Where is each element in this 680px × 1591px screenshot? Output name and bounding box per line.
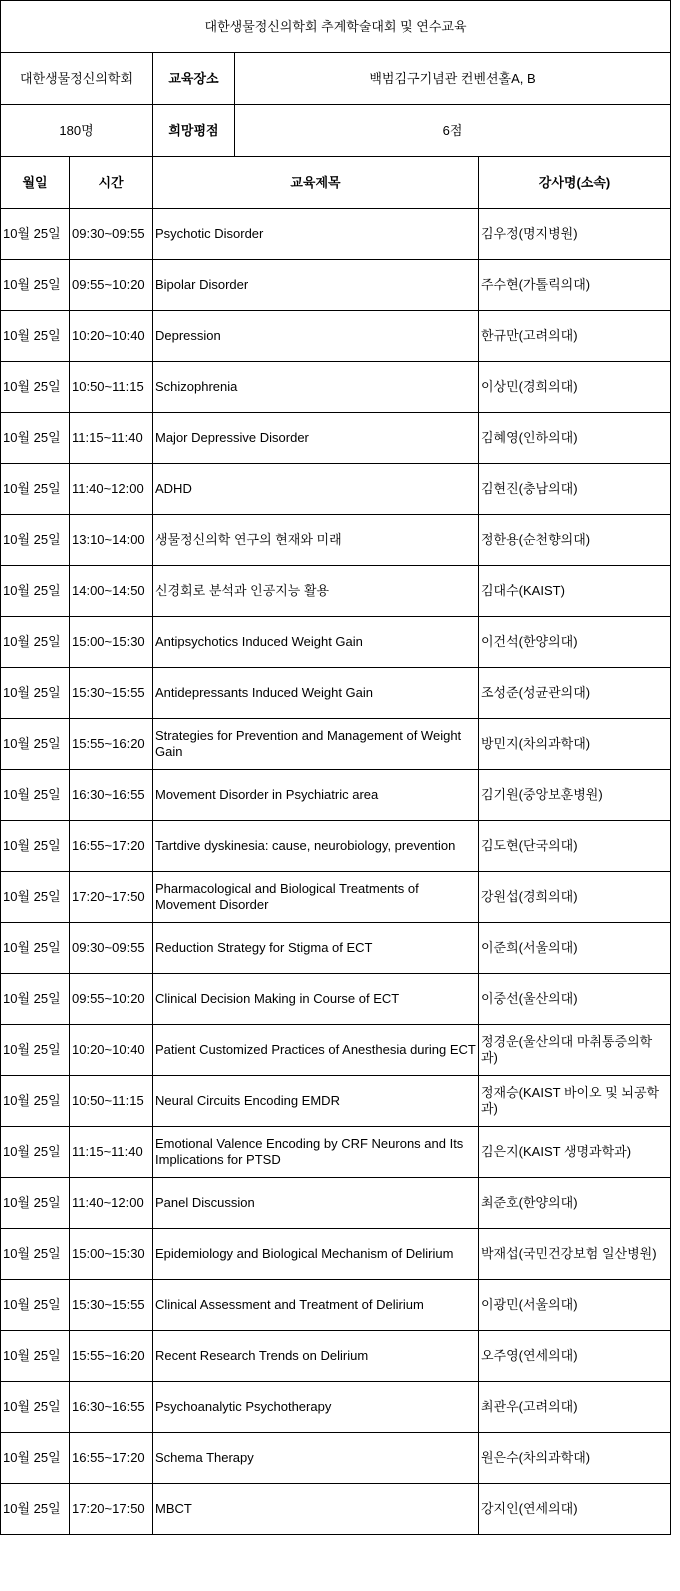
cell-speaker: 한규만(고려의대)	[479, 311, 671, 362]
cell-title: Recent Research Trends on Delirium	[153, 1331, 479, 1382]
column-header-speaker: 강사명(소속)	[479, 157, 671, 209]
cell-title: Pharmacological and Biological Treatments of Movement Disorder	[153, 872, 479, 923]
cell-title: Clinical Assessment and Treatment of Delirium	[153, 1280, 479, 1331]
cell-time: 14:00~14:50	[70, 566, 153, 617]
cell-time: 17:20~17:50	[70, 1484, 153, 1535]
cell-speaker: 김현진(충남의대)	[479, 464, 671, 515]
cell-speaker: 박재섭(국민건강보험 일산병원)	[479, 1229, 671, 1280]
cell-date: 10월 25일	[1, 1025, 70, 1076]
cell-time: 15:30~15:55	[70, 668, 153, 719]
capacity-row	[1, 105, 671, 157]
cell-time: 09:55~10:20	[70, 260, 153, 311]
cell-date: 10월 25일	[1, 923, 70, 974]
cell-date: 10월 25일	[1, 413, 70, 464]
table-row	[1, 770, 671, 821]
table-row	[1, 821, 671, 872]
cell-speaker: 김대수(KAIST)	[479, 566, 671, 617]
table-row	[1, 1331, 671, 1382]
cell-time: 16:55~17:20	[70, 1433, 153, 1484]
table-row	[1, 1382, 671, 1433]
cell-title: Psychoanalytic Psychotherapy	[153, 1382, 479, 1433]
cell-time: 11:15~11:40	[70, 1127, 153, 1178]
table-row	[1, 923, 671, 974]
cell-date: 10월 25일	[1, 1433, 70, 1484]
cell-date: 10월 25일	[1, 311, 70, 362]
cell-time: 11:40~12:00	[70, 464, 153, 515]
cell-time: 15:55~16:20	[70, 719, 153, 770]
table-row	[1, 515, 671, 566]
cell-time: 10:50~11:15	[70, 362, 153, 413]
table-row	[1, 362, 671, 413]
table-row	[1, 872, 671, 923]
cell-date: 10월 25일	[1, 1331, 70, 1382]
cell-time: 16:30~16:55	[70, 770, 153, 821]
cell-time: 15:00~15:30	[70, 1229, 153, 1280]
credit: 6점	[235, 105, 671, 157]
table-row	[1, 617, 671, 668]
cell-date: 10월 25일	[1, 1382, 70, 1433]
table-row	[1, 1484, 671, 1535]
cell-speaker: 원은수(차의과학대)	[479, 1433, 671, 1484]
cell-speaker: 조성준(성균관의대)	[479, 668, 671, 719]
cell-title: Neural Circuits Encoding EMDR	[153, 1076, 479, 1127]
table-row	[1, 311, 671, 362]
cell-speaker: 이상민(경희의대)	[479, 362, 671, 413]
cell-title: Patient Customized Practices of Anesthesia during ECT	[153, 1025, 479, 1076]
table-row	[1, 974, 671, 1025]
cell-time: 09:55~10:20	[70, 974, 153, 1025]
cell-speaker: 이준희(서울의대)	[479, 923, 671, 974]
cell-title: Antipsychotics Induced Weight Gain	[153, 617, 479, 668]
cell-speaker: 정경운(울산의대 마취통증의학과)	[479, 1025, 671, 1076]
cell-date: 10월 25일	[1, 668, 70, 719]
cell-speaker: 김기원(중앙보훈병원)	[479, 770, 671, 821]
table-row	[1, 668, 671, 719]
cell-date: 10월 25일	[1, 872, 70, 923]
cell-title: 신경회로 분석과 인공지능 활용	[153, 566, 479, 617]
cell-speaker: 김은지(KAIST 생명과학과)	[479, 1127, 671, 1178]
table-row	[1, 719, 671, 770]
cell-date: 10월 25일	[1, 770, 70, 821]
cell-speaker: 최준호(한양의대)	[479, 1178, 671, 1229]
cell-time: 17:20~17:50	[70, 872, 153, 923]
cell-speaker: 주수현(가톨릭의대)	[479, 260, 671, 311]
table-row	[1, 1127, 671, 1178]
cell-title: Antidepressants Induced Weight Gain	[153, 668, 479, 719]
cell-title: Schizophrenia	[153, 362, 479, 413]
venue-label: 교육장소	[153, 53, 235, 105]
cell-date: 10월 25일	[1, 974, 70, 1025]
cell-date: 10월 25일	[1, 362, 70, 413]
table-row	[1, 413, 671, 464]
cell-date: 10월 25일	[1, 1127, 70, 1178]
cell-time: 15:55~16:20	[70, 1331, 153, 1382]
cell-time: 10:20~10:40	[70, 1025, 153, 1076]
cell-speaker: 강원섭(경희의대)	[479, 872, 671, 923]
cell-date: 10월 25일	[1, 821, 70, 872]
title-row	[1, 1, 671, 53]
column-header-time: 시간	[70, 157, 153, 209]
cell-title: Emotional Valence Encoding by CRF Neurons and Its Implications for PTSD	[153, 1127, 479, 1178]
cell-date: 10월 25일	[1, 1484, 70, 1535]
table-row	[1, 1433, 671, 1484]
cell-time: 09:30~09:55	[70, 923, 153, 974]
cell-speaker: 김혜영(인하의대)	[479, 413, 671, 464]
organizer: 대한생물정신의학회	[1, 53, 153, 105]
cell-speaker: 이중선(울산의대)	[479, 974, 671, 1025]
cell-speaker: 정재승(KAIST 바이오 및 뇌공학과)	[479, 1076, 671, 1127]
table-row	[1, 566, 671, 617]
cell-date: 10월 25일	[1, 464, 70, 515]
capacity: 180명	[1, 105, 153, 157]
cell-title: Tartdive dyskinesia: cause, neurobiology, prevention	[153, 821, 479, 872]
cell-title: ADHD	[153, 464, 479, 515]
cell-title: Epidemiology and Biological Mechanism of Delirium	[153, 1229, 479, 1280]
cell-date: 10월 25일	[1, 515, 70, 566]
table-row	[1, 1178, 671, 1229]
cell-time: 11:40~12:00	[70, 1178, 153, 1229]
cell-speaker: 김우정(명지병원)	[479, 209, 671, 260]
cell-time: 10:50~11:15	[70, 1076, 153, 1127]
column-header-row	[1, 157, 671, 209]
credit-label: 희망평점	[153, 105, 235, 157]
cell-speaker: 오주영(연세의대)	[479, 1331, 671, 1382]
column-header-date: 월일	[1, 157, 70, 209]
cell-time: 16:55~17:20	[70, 821, 153, 872]
cell-title: Major Depressive Disorder	[153, 413, 479, 464]
cell-time: 09:30~09:55	[70, 209, 153, 260]
cell-speaker: 방민지(차의과학대)	[479, 719, 671, 770]
schedule-body	[1, 1, 671, 1535]
cell-date: 10월 25일	[1, 209, 70, 260]
cell-time: 16:30~16:55	[70, 1382, 153, 1433]
cell-time: 11:15~11:40	[70, 413, 153, 464]
cell-title: Movement Disorder in Psychiatric area	[153, 770, 479, 821]
cell-title: Depression	[153, 311, 479, 362]
cell-date: 10월 25일	[1, 1178, 70, 1229]
cell-speaker: 강지인(연세의대)	[479, 1484, 671, 1535]
cell-speaker: 이건석(한양의대)	[479, 617, 671, 668]
table-row	[1, 260, 671, 311]
cell-date: 10월 25일	[1, 719, 70, 770]
cell-date: 10월 25일	[1, 1076, 70, 1127]
cell-title: Schema Therapy	[153, 1433, 479, 1484]
cell-date: 10월 25일	[1, 1280, 70, 1331]
cell-time: 13:10~14:00	[70, 515, 153, 566]
cell-time: 10:20~10:40	[70, 311, 153, 362]
cell-speaker: 정한용(순천향의대)	[479, 515, 671, 566]
event-title: 대한생물정신의학회 추계학술대회 및 연수교육	[1, 1, 671, 53]
cell-title: Panel Discussion	[153, 1178, 479, 1229]
table-row	[1, 1280, 671, 1331]
table-row	[1, 464, 671, 515]
cell-date: 10월 25일	[1, 617, 70, 668]
cell-date: 10월 25일	[1, 566, 70, 617]
cell-title: 생물정신의학 연구의 현재와 미래	[153, 515, 479, 566]
table-row	[1, 1229, 671, 1280]
cell-time: 15:00~15:30	[70, 617, 153, 668]
cell-title: Bipolar Disorder	[153, 260, 479, 311]
organizer-row	[1, 53, 671, 105]
column-header-title: 교육제목	[153, 157, 479, 209]
cell-date: 10월 25일	[1, 260, 70, 311]
cell-title: Reduction Strategy for Stigma of ECT	[153, 923, 479, 974]
cell-time: 15:30~15:55	[70, 1280, 153, 1331]
cell-title: Psychotic Disorder	[153, 209, 479, 260]
cell-speaker: 최관우(고려의대)	[479, 1382, 671, 1433]
table-row	[1, 1076, 671, 1127]
venue: 백범김구기념관 컨벤션홀A, B	[235, 53, 671, 105]
cell-title: MBCT	[153, 1484, 479, 1535]
cell-title: Clinical Decision Making in Course of ECT	[153, 974, 479, 1025]
cell-speaker: 이광민(서울의대)	[479, 1280, 671, 1331]
table-row	[1, 209, 671, 260]
cell-date: 10월 25일	[1, 1229, 70, 1280]
cell-speaker: 김도현(단국의대)	[479, 821, 671, 872]
cell-title: Strategies for Prevention and Management of Weight Gain	[153, 719, 479, 770]
table-row	[1, 1025, 671, 1076]
